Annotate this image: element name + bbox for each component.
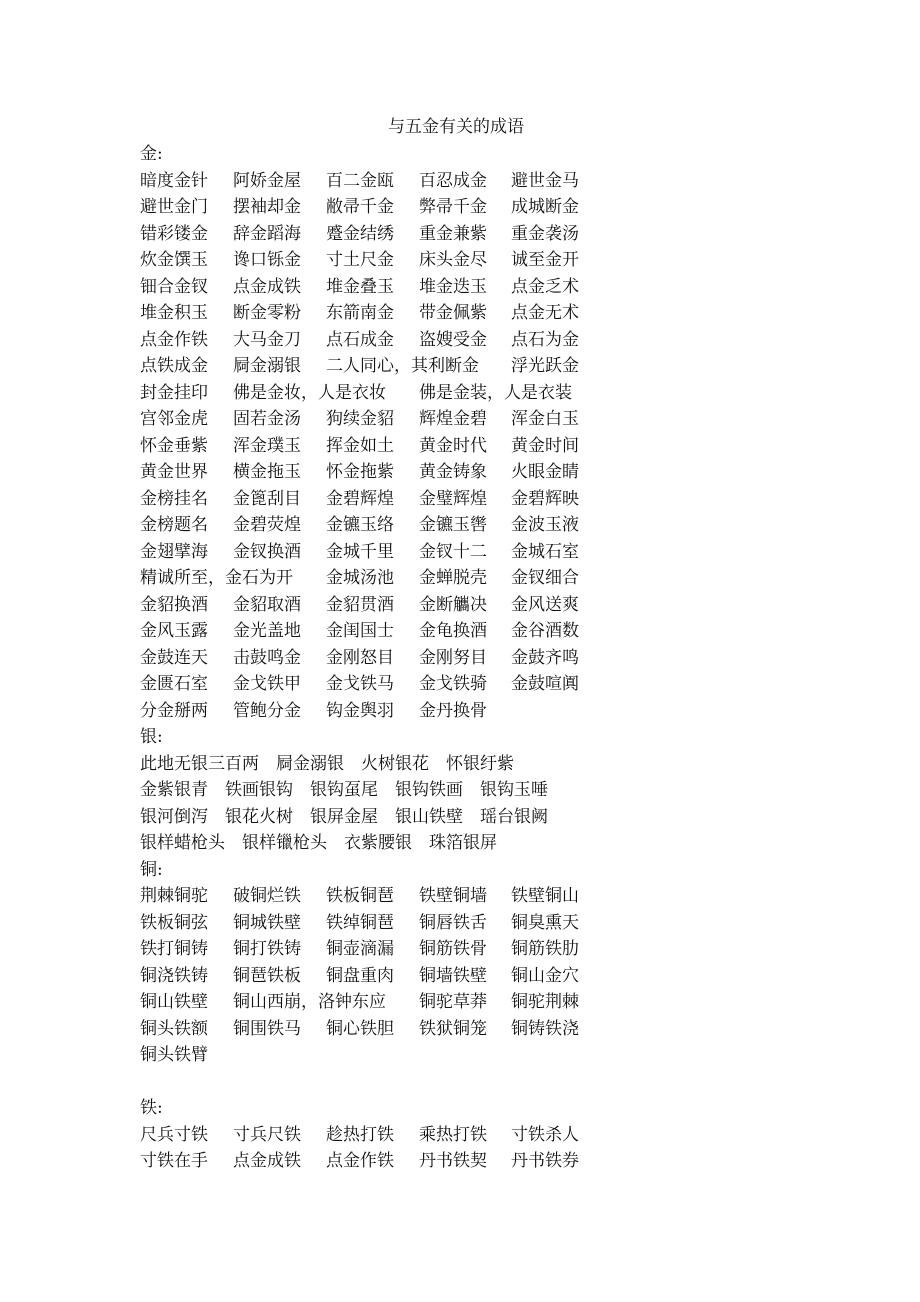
idiom: 铜臭熏天 — [511, 912, 579, 933]
idiom-row — [140, 327, 840, 354]
idiom-row — [140, 645, 840, 672]
idiom-row — [140, 1042, 840, 1069]
idiom: 铁绰铜琶 — [326, 912, 394, 933]
idiom: 固若金汤 — [233, 409, 301, 429]
idiom-row — [140, 353, 840, 380]
idiom: 金丹换骨 — [419, 700, 487, 721]
idiom: 破铜烂铁 — [233, 886, 301, 906]
idiom: 金碧辉煌 — [326, 488, 394, 509]
idiom-row — [140, 274, 840, 301]
idiom: 铜壶滴漏 — [326, 939, 394, 959]
section-heading-text: 金: — [140, 144, 163, 164]
idiom: 铜山西崩，洛钟东应 — [233, 992, 386, 1012]
idiom: 铜盘重肉 — [326, 965, 394, 986]
idiom-list — [140, 141, 840, 1175]
idiom: 铁板铜弦 — [140, 912, 208, 933]
idiom-row — [140, 1122, 840, 1149]
idiom: 浑金璞玉 — [233, 435, 301, 456]
idiom: 东箭南金 — [326, 303, 394, 323]
idiom-row — [140, 989, 840, 1016]
idiom: 金龟换酒 — [419, 621, 487, 641]
idiom: 金钗换酒 — [233, 541, 301, 562]
idiom: 金戈铁骑 — [419, 674, 487, 694]
idiom: 铁壁铜山 — [511, 886, 579, 906]
idiom: 铜浇铁铸 — [140, 965, 208, 986]
idiom-row — [140, 300, 840, 327]
idiom: 铁打铜铸 — [140, 939, 208, 959]
idiom: 大马金刀 — [233, 329, 301, 350]
idiom: 铜唇铁舌 — [419, 912, 487, 933]
idiom-row — [140, 963, 840, 990]
idiom: 床头金尽 — [419, 250, 487, 270]
idiom: 敝帚千金 — [326, 197, 394, 217]
idiom-row — [140, 486, 840, 513]
idiom-row — [140, 671, 840, 698]
idiom: 金镳玉络 — [326, 515, 394, 535]
idiom: 断金零粉 — [233, 303, 301, 323]
idiom: 分金掰两 — [140, 700, 208, 721]
idiom: 铜驼荆棘 — [511, 992, 579, 1012]
idiom: 金貂取酒 — [233, 594, 301, 615]
idiom-row — [140, 565, 840, 592]
idiom: 金鼓齐鸣 — [511, 647, 579, 668]
idiom-row — [140, 459, 840, 486]
idiom: 寸铁在手 — [140, 1151, 208, 1171]
idiom: 点金作铁 — [140, 329, 208, 350]
idiom: 点石为金 — [511, 329, 579, 350]
idiom: 钩金舆羽 — [326, 700, 394, 721]
idiom: 铜墙铁壁 — [419, 965, 487, 986]
idiom: 铜驼草莽 — [419, 992, 487, 1012]
idiom: 点石成金 — [326, 329, 394, 350]
idiom: 金翅擘海 — [140, 541, 208, 562]
idiom: 金刚怒目 — [326, 647, 394, 668]
idiom: 金榜挂名 — [140, 488, 208, 509]
idiom: 铜铸铁浇 — [511, 1018, 579, 1039]
blank-line — [140, 1069, 840, 1096]
idiom: 金匮石室 — [140, 674, 208, 694]
section-heading — [140, 141, 840, 168]
idiom-row — [140, 380, 840, 407]
section-heading-text: 铜: — [140, 859, 163, 880]
idiom: 诚至金开 — [511, 250, 579, 270]
idiom-row — [140, 221, 840, 248]
idiom: 金戈铁甲 — [233, 674, 301, 694]
idiom: 金刚努目 — [419, 647, 487, 668]
idiom: 金城千里 — [326, 541, 394, 562]
idiom-row — [140, 751, 840, 778]
idiom: 寸土尺金 — [326, 250, 394, 270]
idiom: 金闺国士 — [326, 621, 394, 641]
idiom: 金碧荧煌 — [233, 515, 301, 535]
document-title: 与五金有关的成语 — [388, 117, 524, 137]
idiom: 金断觿决 — [419, 594, 487, 615]
idiom-row — [140, 698, 840, 725]
idiom-row — [140, 1148, 840, 1175]
idiom: 金波玉液 — [511, 515, 579, 535]
idiom: 带金佩紫 — [419, 303, 487, 323]
idiom: 铜山金穴 — [511, 965, 579, 986]
idiom: 丹书铁契 — [419, 1151, 487, 1171]
idiom-row — [140, 936, 840, 963]
idiom: 重金兼紫 — [419, 223, 487, 244]
idiom: 点金成铁 — [233, 1151, 301, 1171]
idiom: 黄金铸象 — [419, 462, 487, 482]
idiom: 黄金时间 — [511, 435, 579, 456]
idiom-line: 金紫银青 铁画银钩 银钩虿尾 银钩铁画 银钩玉唾 — [140, 780, 548, 800]
idiom: 金光盖地 — [233, 621, 301, 641]
idiom: 荆棘铜驼 — [140, 886, 208, 906]
idiom: 金貂换酒 — [140, 594, 208, 615]
idiom: 铁壁铜墙 — [419, 886, 487, 906]
idiom-row — [140, 539, 840, 566]
idiom: 乘热打铁 — [419, 1124, 487, 1145]
idiom-row — [140, 618, 840, 645]
idiom: 铜打铁铸 — [233, 939, 301, 959]
idiom: 趁热打铁 — [326, 1124, 394, 1145]
idiom: 钿合金钗 — [140, 276, 208, 297]
idiom: 堆金迭玉 — [419, 276, 487, 297]
idiom: 浑金白玉 — [511, 409, 579, 429]
idiom: 铜筋铁肋 — [511, 939, 579, 959]
idiom: 金鼓连天 — [140, 647, 208, 668]
idiom: 铜筋铁骨 — [419, 939, 487, 959]
idiom: 金谷酒数 — [511, 621, 579, 641]
idiom: 铜城铁壁 — [233, 912, 301, 933]
idiom: 丹书铁券 — [511, 1151, 579, 1171]
idiom: 挥金如土 — [326, 435, 394, 456]
idiom: 横金拖玉 — [233, 462, 301, 482]
idiom: 管鲍分金 — [233, 700, 301, 721]
idiom: 蹙金结绣 — [326, 223, 394, 244]
idiom: 金蝉脱壳 — [419, 568, 487, 588]
idiom: 盗嫂受金 — [419, 329, 487, 350]
section-heading — [140, 724, 840, 751]
idiom: 谗口铄金 — [233, 250, 301, 270]
idiom: 辉煌金碧 — [419, 409, 487, 429]
idiom: 怀金垂紫 — [140, 435, 208, 456]
idiom-line: 此地无银三百两 屙金溺银 火树银花 怀银纡紫 — [140, 753, 514, 774]
idiom: 铜心铁胆 — [326, 1018, 394, 1039]
idiom: 佛是金妆，人是衣妆 — [233, 382, 386, 403]
idiom: 点金乏术 — [511, 276, 579, 297]
idiom: 辞金蹈海 — [233, 223, 301, 244]
section-heading-text: 铁: — [140, 1098, 163, 1118]
idiom: 尺兵寸铁 — [140, 1124, 208, 1145]
idiom: 成城断金 — [511, 197, 579, 217]
idiom: 金钗十二 — [419, 541, 487, 562]
idiom: 避世金门 — [140, 197, 208, 217]
section-heading — [140, 857, 840, 884]
idiom-line: 银样蜡枪头 银样镴枪头 衣紫腰银 珠箔银屏 — [140, 833, 497, 853]
idiom: 铜山铁壁 — [140, 992, 208, 1012]
idiom: 弊帚千金 — [419, 197, 487, 217]
idiom-row — [140, 910, 840, 937]
idiom: 堆金积玉 — [140, 303, 208, 323]
idiom: 错彩镂金 — [140, 223, 208, 244]
idiom: 封金挂印 — [140, 382, 208, 403]
idiom: 点金无术 — [511, 303, 579, 323]
idiom: 屙金溺银 — [233, 356, 301, 376]
idiom: 铜头铁额 — [140, 1018, 208, 1039]
idiom: 金戈铁马 — [326, 674, 394, 694]
section-heading — [140, 1095, 840, 1122]
idiom-row — [140, 777, 840, 804]
idiom: 金璧辉煌 — [419, 488, 487, 509]
idiom: 避世金马 — [511, 170, 579, 191]
idiom-row — [140, 830, 840, 857]
idiom: 金鼓喧阗 — [511, 674, 579, 694]
idiom: 金镳玉辔 — [419, 515, 487, 535]
idiom-row — [140, 804, 840, 831]
idiom-row — [140, 194, 840, 221]
idiom-row — [140, 406, 840, 433]
idiom: 金貂贯酒 — [326, 594, 394, 615]
section-heading-text: 银: — [140, 727, 163, 747]
idiom: 堆金叠玉 — [326, 276, 394, 297]
idiom-row — [140, 1016, 840, 1043]
idiom: 暗度金针 — [140, 170, 208, 191]
idiom: 阿娇金屋 — [233, 170, 301, 191]
idiom: 佛是金装，人是衣装 — [419, 382, 572, 403]
idiom: 重金袭汤 — [511, 223, 579, 244]
idiom: 金篦刮目 — [233, 488, 301, 509]
idiom: 浮光跃金 — [511, 356, 579, 376]
idiom-row — [140, 592, 840, 619]
idiom: 狗续金貂 — [326, 409, 394, 429]
idiom: 金碧辉映 — [511, 488, 579, 509]
idiom: 宫邻金虎 — [140, 409, 208, 429]
idiom: 铜头铁臂 — [140, 1045, 208, 1065]
idiom: 黄金世界 — [140, 462, 208, 482]
idiom: 点铁成金 — [140, 356, 208, 376]
idiom: 击鼓鸣金 — [233, 647, 301, 668]
idiom: 金风送爽 — [511, 594, 579, 615]
idiom-line: 银河倒泻 银花火树 银屏金屋 银山铁壁 瑶台银阙 — [140, 806, 548, 827]
idiom: 百二金瓯 — [326, 170, 394, 191]
idiom: 火眼金睛 — [511, 462, 579, 482]
idiom: 金风玉露 — [140, 621, 208, 641]
idiom: 摆袖却金 — [233, 197, 301, 217]
idiom: 铁狱铜笼 — [419, 1018, 487, 1039]
idiom: 二人同心，其利断金 — [326, 356, 479, 376]
idiom: 金城石室 — [511, 541, 579, 562]
idiom: 炊金馔玉 — [140, 250, 208, 270]
idiom-row — [140, 883, 840, 910]
idiom: 黄金时代 — [419, 435, 487, 456]
idiom: 铁板铜琶 — [326, 886, 394, 906]
idiom: 怀金拖紫 — [326, 462, 394, 482]
idiom: 点金作铁 — [326, 1151, 394, 1171]
idiom: 寸兵尺铁 — [233, 1124, 301, 1145]
idiom: 金城汤池 — [326, 568, 394, 588]
idiom-row — [140, 168, 840, 195]
idiom: 寸铁杀人 — [511, 1124, 579, 1145]
idiom: 铜琶铁板 — [233, 965, 301, 986]
idiom-row — [140, 433, 840, 460]
idiom: 点金成铁 — [233, 276, 301, 297]
idiom: 金钗细合 — [511, 568, 579, 588]
idiom: 铜围铁马 — [233, 1018, 301, 1039]
idiom-row — [140, 247, 840, 274]
idiom: 金榜题名 — [140, 515, 208, 535]
idiom: 百忍成金 — [419, 170, 487, 191]
idiom-row — [140, 512, 840, 539]
idiom: 精诚所至，金石为开 — [140, 568, 293, 588]
